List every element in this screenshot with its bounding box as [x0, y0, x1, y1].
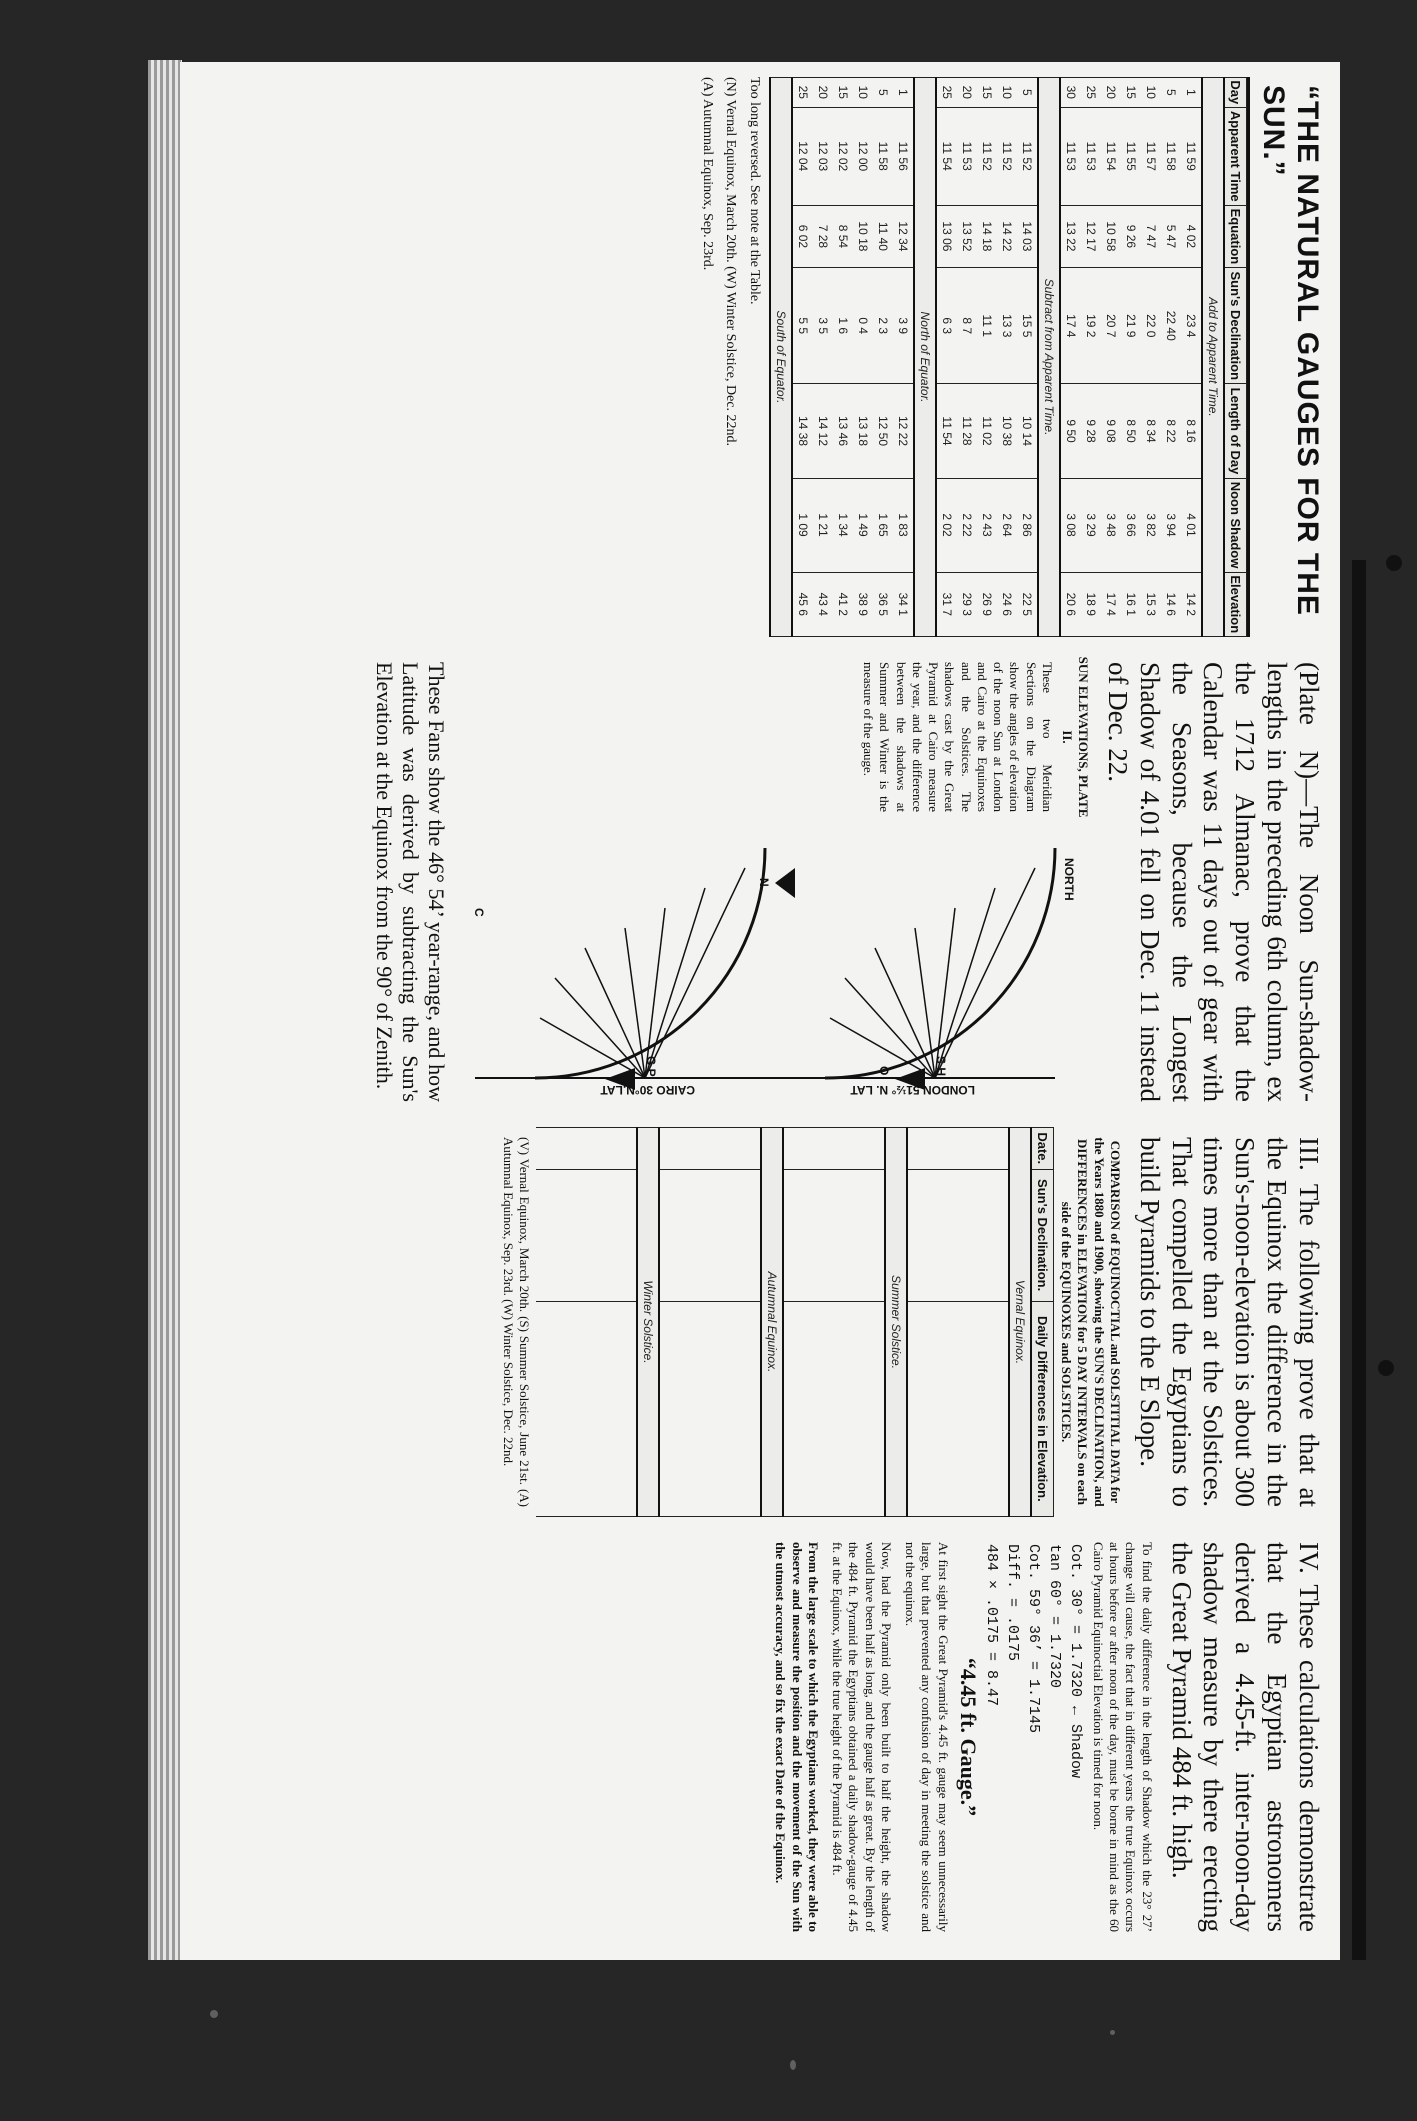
table-cell: 12 02 — [833, 107, 853, 205]
table-cell: 11 57 — [1141, 107, 1161, 205]
table-cell: 2 3 — [873, 268, 893, 384]
table-cell: 24 6 — [997, 572, 1017, 636]
cairo-label: CAIRO 30°N.LAT — [600, 1083, 695, 1097]
gauge-header: Noon Shadow — [1224, 478, 1247, 572]
table-cell: 1 — [1181, 78, 1202, 108]
comparison-row — [740, 1128, 761, 1517]
comparison-group-label: Winter Solstice. — [637, 1128, 659, 1517]
table-cell: 9 26 — [1121, 205, 1141, 267]
comparison-cell — [680, 1301, 700, 1516]
table-cell: 20 — [813, 78, 833, 108]
table-cell: 31 7 — [936, 572, 957, 636]
comparison-cell — [576, 1301, 596, 1516]
comparison-cell — [907, 1169, 928, 1301]
table-cell: 38 9 — [853, 572, 873, 636]
comparison-header: Date. — [1031, 1128, 1054, 1170]
comparison-cell — [659, 1301, 680, 1516]
table-cell: 22 5 — [1017, 572, 1038, 636]
table-row — [1141, 78, 1161, 637]
table-cell: 11 54 — [1101, 107, 1121, 205]
table-cell: 3 94 — [1161, 478, 1181, 572]
comparison-group-label: Autumnal Equinox. — [761, 1128, 783, 1517]
comparison-paragraph: III. The following prove that at the Equinox the difference in the Sun's-noon-elevation is about 300 times more than at the Solstices. That compelled the Egyptians to build Pyramids to the E Slope. — [1134, 1137, 1324, 1507]
table-cell: 5 — [1161, 78, 1181, 108]
comparison-row — [700, 1128, 720, 1517]
table-cell: 1 6 — [833, 268, 853, 384]
table-cell: 3 66 — [1121, 478, 1141, 572]
table-row — [1101, 78, 1121, 637]
calculations-text-2: At first sight the Great Pyramid's 4.45 ft. gauge may seem unnecessarily large, but that prevented any confusion of day in meeting the solstice and not the equinox. — [903, 1542, 951, 1932]
table-cell: 19 2 — [1081, 268, 1101, 384]
comparison-row — [968, 1128, 988, 1517]
table-row — [1161, 78, 1181, 637]
comparison-cell — [783, 1128, 804, 1170]
table-cell: 11 54 — [936, 384, 957, 478]
table-row — [1081, 78, 1101, 637]
calculations-bold: From the large scale to which the Egyptians worked, they were able to observe and measure the position and the movement of the Sun with the utmost accuracy, and so fix the exact Date of the Equinox. — [773, 1542, 821, 1932]
table-cell: 15 5 — [1017, 268, 1038, 384]
table-cell: 14 18 — [977, 205, 997, 267]
scan-speck — [790, 2060, 796, 2070]
table-cell: 10 18 — [853, 205, 873, 267]
table-row — [833, 78, 853, 637]
comparison-cell — [907, 1128, 928, 1170]
comparison-row — [804, 1128, 824, 1517]
comparison-cell — [740, 1301, 761, 1516]
gauges-column — [190, 77, 1330, 637]
table-cell: 11 56 — [893, 107, 914, 205]
table-cell: 2 22 — [957, 478, 977, 572]
table-cell: 8 54 — [833, 205, 853, 267]
calculation-line: tan 60° = 1.7320 — [1045, 1544, 1063, 1689]
comparison-row — [988, 1128, 1009, 1517]
table-cell: 10 — [1141, 78, 1161, 108]
calculation-lines — [981, 1532, 1086, 1942]
table-row — [873, 78, 893, 637]
sun-elevations-text: These two Meridian Sections on the Diagram show the angles of elevation of the noon Sun at London and Cairo at the Equinoxes and the Solstices. The shadows cast by the Great Pyramid at Cairo measure the year, and the difference between the shadows at Summer and Winter is the measure of the gauge. — [861, 662, 1055, 812]
table-band-label: North of Equator. — [914, 78, 936, 637]
comparison-row — [907, 1128, 928, 1517]
table-cell: 2 43 — [977, 478, 997, 572]
table-cell: 12 50 — [873, 384, 893, 478]
table-cell: 20 6 — [1060, 572, 1081, 636]
table-cell: 11 53 — [957, 107, 977, 205]
calculation-line: Cot. 59° 36’ = 1.7145 — [1024, 1544, 1042, 1734]
comparison-cell — [864, 1301, 885, 1516]
calculation-line: Diff. = .0175 — [1003, 1544, 1021, 1662]
table-cell: 12 22 — [893, 384, 914, 478]
north-label: NORTH — [1061, 858, 1076, 901]
calculations-text: To find the daily difference in the length of Shadow which the 23° 27’ change will cause, the fact that in different years the true Equinox occurs at hours before or after noon of the day, must be borne in mind as the 60 Cairo Pyramid Equinoctial Elevation is timed for noon. — [1090, 1542, 1155, 1932]
comparison-cell — [616, 1128, 637, 1170]
comparison-header: Daily Differences in Elevation. — [1031, 1301, 1054, 1516]
table-cell: 16 1 — [1121, 572, 1141, 636]
comparison-cell — [968, 1169, 988, 1301]
comparison-cell — [804, 1169, 824, 1301]
scan-speck — [1110, 2030, 1115, 2035]
table-cell: 3 82 — [1141, 478, 1161, 572]
table-footnote: Too long reversed. See note at the Table. — [747, 77, 762, 305]
table-cell: 7 28 — [813, 205, 833, 267]
comparison-cell — [824, 1301, 844, 1516]
table-cell: 25 — [1081, 78, 1101, 108]
comparison-cell — [783, 1301, 804, 1516]
comparison-cell — [596, 1169, 616, 1301]
c-label: C — [471, 908, 486, 917]
table-cell: 15 — [977, 78, 997, 108]
comparison-cell — [864, 1128, 885, 1170]
table-cell: 0 4 — [853, 268, 873, 384]
comparison-cell — [596, 1128, 616, 1170]
table-cell: 15 — [833, 78, 853, 108]
comparison-cell — [700, 1301, 720, 1516]
plate-paragraph: (Plate N)—The Noon Sun-shadow-lengths in the preceding 6th column, ex the 1712 Almanac, prove that the Calendar was 11 days out of gear with the Seasons, because the Longest Shadow of 4.01 fell on Dec. 11 instead of Dec. 22. — [1102, 662, 1324, 1102]
calculations-text-3: Now, had the Pyramid only been built to half the height, the shadow would have been half as long, and the gauge half as great. By the length of the 484 ft. Pyramid the Egyptians obtained a daily shadow-gauge of 4.45 ft. at the Equinox, while the true height of the Pyramid is 484 ft. — [830, 1542, 894, 1932]
table-cell: 13 3 — [997, 268, 1017, 384]
table-cell: 3 9 — [893, 268, 914, 384]
comparison-cell — [740, 1169, 761, 1301]
table-cell: 13 46 — [833, 384, 853, 478]
comparison-cell — [680, 1169, 700, 1301]
binding-mark — [1386, 555, 1402, 571]
table-cell: 9 28 — [1081, 384, 1101, 478]
comparison-row — [844, 1128, 864, 1517]
page-title: “THE NATURAL GAUGES FOR THE SUN.” — [1247, 77, 1330, 637]
table-cell: 5 5 — [792, 268, 813, 384]
comparison-table-heading: COMPARISON of EQUINOCTIAL and SOLSTITIAL DATA for the Years 1880 and 1900, showing the SUN'S DECLINATION, and DIFFERENCES in ELEVATION for 5 DAY INTERVALS on each side of the EQUINOXES and SOLSTICES. — [1059, 1137, 1123, 1507]
comparison-row — [783, 1128, 804, 1517]
table-cell: 1 — [893, 78, 914, 108]
table-cell: 23 4 — [1181, 268, 1202, 384]
comparison-cell — [616, 1301, 637, 1516]
comparison-group-label: Summer Solstice. — [885, 1128, 907, 1517]
comparison-cell — [824, 1169, 844, 1301]
gauge-header: Sun's Declination — [1224, 268, 1247, 384]
comparison-cell — [864, 1169, 885, 1301]
table-cell: 5 — [1017, 78, 1038, 108]
table-row — [1017, 78, 1038, 637]
table-cell: 10 38 — [997, 384, 1017, 478]
comparison-cell — [988, 1128, 1009, 1170]
page-edge — [148, 60, 182, 1960]
table-cell: 8 7 — [957, 268, 977, 384]
table-cell: 13 22 — [1060, 205, 1081, 267]
table-cell: 22 40 — [1161, 268, 1181, 384]
table-cell: 8 22 — [1161, 384, 1181, 478]
table-cell: 45 6 — [792, 572, 813, 636]
table-cell: 3 29 — [1081, 478, 1101, 572]
calculations-paragraph: IV. These calculations demonstrate that the Egyptian astronomers derived a 4.45-ft. inter-noon-day shadow measure by there erecting the Great Pyramid 484 ft. high. — [1166, 1542, 1324, 1932]
comparison-row — [928, 1128, 948, 1517]
comparison-row — [556, 1128, 576, 1517]
table-cell: 11 58 — [1161, 107, 1181, 205]
table-cell: 1 83 — [893, 478, 914, 572]
table-cell: 1 34 — [833, 478, 853, 572]
table-row — [936, 78, 957, 637]
table-cell: 10 14 — [1017, 384, 1038, 478]
table-cell: 8 34 — [1141, 384, 1161, 478]
comparison-row — [824, 1128, 844, 1517]
table-band-label: Subtract from Apparent Time. — [1038, 78, 1060, 637]
fan-caption: These Fans show the 46° 54’ year-range, and how Latitude was derived by subtracting the Sun's Elevation at the Equinox from the 90° of Zenith. — [372, 662, 449, 1102]
table-cell: 14 22 — [997, 205, 1017, 267]
table-cell: 7 47 — [1141, 205, 1161, 267]
comparison-cell — [616, 1169, 637, 1301]
comparison-cell — [536, 1169, 556, 1301]
table-cell: 18 9 — [1081, 572, 1101, 636]
table-footnote: (A) Autumnal Equinox, Sep. 23rd. — [700, 77, 715, 271]
comparison-cell — [576, 1169, 596, 1301]
table-row — [957, 78, 977, 637]
table-cell: 12 00 — [853, 107, 873, 205]
table-row — [1181, 78, 1202, 637]
table-cell: 1 21 — [813, 478, 833, 572]
comparison-column — [190, 1127, 1330, 1517]
comparison-cell — [740, 1128, 761, 1170]
table-cell: 11 52 — [1017, 107, 1038, 205]
o-label: O — [876, 1066, 891, 1076]
sun-elevations-heading: SUN ELEVATIONS, PLATE II. — [1059, 656, 1091, 818]
table-cell: 12 17 — [1081, 205, 1101, 267]
comparison-cell — [720, 1169, 740, 1301]
table-cell: 11 1 — [977, 268, 997, 384]
table-cell: 20 — [957, 78, 977, 108]
comparison-row — [659, 1128, 680, 1517]
table-cell: 34 1 — [893, 572, 914, 636]
table-cell: 43 4 — [813, 572, 833, 636]
table-row — [1060, 78, 1081, 637]
table-cell: 11 52 — [977, 107, 997, 205]
gauge-header: Apparent Time — [1224, 107, 1247, 205]
comparison-cell — [556, 1169, 576, 1301]
table-cell: 1 65 — [873, 478, 893, 572]
comparison-row — [680, 1128, 700, 1517]
table-cell: 36 5 — [873, 572, 893, 636]
table-cell: 11 52 — [997, 107, 1017, 205]
table-cell: 13 52 — [957, 205, 977, 267]
table-row — [1121, 78, 1141, 637]
table-cell: 10 — [997, 78, 1017, 108]
comparison-row — [720, 1128, 740, 1517]
table-cell: 14 38 — [792, 384, 813, 478]
table-cell: 12 04 — [792, 107, 813, 205]
calculation-line: 484 × .0175 = 8.47 — [982, 1544, 1000, 1707]
table-row — [813, 78, 833, 637]
table-cell: 8 16 — [1181, 384, 1202, 478]
table-cell: 3 48 — [1101, 478, 1121, 572]
comparison-cell — [948, 1128, 968, 1170]
scan-speck — [210, 2010, 218, 2018]
table-cell: 11 02 — [977, 384, 997, 478]
comparison-cell — [844, 1128, 864, 1170]
comparison-cell — [536, 1128, 556, 1170]
comparison-cell — [720, 1301, 740, 1516]
table-cell: 3 08 — [1060, 478, 1081, 572]
table-cell: 17 4 — [1060, 268, 1081, 384]
calculations-column — [190, 1532, 1330, 1942]
comparison-row — [864, 1128, 885, 1517]
table-row — [977, 78, 997, 637]
table-cell: 11 53 — [1060, 107, 1081, 205]
comparison-cell — [804, 1301, 824, 1516]
table-cell: 11 40 — [873, 205, 893, 267]
comparison-cell — [576, 1128, 596, 1170]
calculation-line: Cot. 30° = 1.7320 ← Shadow — [1066, 1544, 1084, 1779]
gauge-header: Equation — [1224, 205, 1247, 267]
table-cell: 11 54 — [936, 107, 957, 205]
book-spine — [1352, 560, 1366, 1960]
comparison-cell — [596, 1301, 616, 1516]
comparison-cell — [700, 1169, 720, 1301]
table-cell: 25 — [792, 78, 813, 108]
comparison-cell — [844, 1301, 864, 1516]
zenith-marker — [775, 868, 795, 898]
table-cell: 2 02 — [936, 478, 957, 572]
comparison-cell — [824, 1128, 844, 1170]
table-cell: 10 58 — [1101, 205, 1121, 267]
table-cell: 5 47 — [1161, 205, 1181, 267]
table-cell: 8 50 — [1121, 384, 1141, 478]
table-cell: 14 6 — [1161, 572, 1181, 636]
comparison-cell — [928, 1301, 948, 1516]
table-cell: 25 — [936, 78, 957, 108]
comparison-cell — [948, 1301, 968, 1516]
table-cell: 3 5 — [813, 268, 833, 384]
comparison-cell — [659, 1169, 680, 1301]
table-cell: 9 50 — [1060, 384, 1081, 478]
comparison-row — [596, 1128, 616, 1517]
table-cell: 20 7 — [1101, 268, 1121, 384]
table-row — [792, 78, 813, 637]
comparison-cell — [988, 1301, 1009, 1516]
comparison-group-label: Vernal Equinox. — [1009, 1128, 1031, 1517]
table-cell: 6 3 — [936, 268, 957, 384]
comparison-row — [616, 1128, 637, 1517]
comparison-cell — [928, 1128, 948, 1170]
gauges-table — [769, 77, 1247, 637]
table-cell: 9 08 — [1101, 384, 1121, 478]
table-cell: 14 03 — [1017, 205, 1038, 267]
gauge-header: Day — [1224, 78, 1247, 108]
table-cell: 10 — [853, 78, 873, 108]
table-cell: 13 06 — [936, 205, 957, 267]
table-cell: 13 18 — [853, 384, 873, 478]
table-cell: 4 01 — [1181, 478, 1202, 572]
gauge-header: Elevation — [1224, 572, 1247, 636]
table-cell: 2 64 — [997, 478, 1017, 572]
n-label: N — [756, 878, 771, 887]
table-cell: 14 12 — [813, 384, 833, 478]
table-cell: 12 34 — [893, 205, 914, 267]
table-row — [893, 78, 914, 637]
table-cell: 12 03 — [813, 107, 833, 205]
comparison-cell — [907, 1301, 928, 1516]
london-label: LONDON 51½° N. LAT — [850, 1083, 975, 1097]
comparison-row — [576, 1128, 596, 1517]
table-cell: 26 9 — [977, 572, 997, 636]
gauge-header: Length of Day — [1224, 384, 1247, 478]
table-cell: 11 28 — [957, 384, 977, 478]
table-row — [997, 78, 1017, 637]
gauge-label: “4.45 ft. Gauge.” — [955, 1657, 981, 1817]
plate-column — [190, 652, 1330, 1112]
comparison-cell — [700, 1128, 720, 1170]
comparison-cell — [844, 1169, 864, 1301]
table-cell: 14 2 — [1181, 572, 1202, 636]
table-cell: 41 2 — [833, 572, 853, 636]
comparison-cell — [680, 1128, 700, 1170]
rotated-content — [190, 77, 1330, 1947]
table-cell: 21 9 — [1121, 268, 1141, 384]
table-cell: 11 58 — [873, 107, 893, 205]
table-cell: 22 0 — [1141, 268, 1161, 384]
table-band-label: South of Equator. — [770, 78, 792, 637]
table-cell: 11 55 — [1121, 107, 1141, 205]
table-row — [853, 78, 873, 637]
comparison-cell — [928, 1169, 948, 1301]
comparison-row — [948, 1128, 968, 1517]
comparison-row — [536, 1128, 556, 1517]
table-cell: 15 3 — [1141, 572, 1161, 636]
comparison-cell — [783, 1169, 804, 1301]
table-cell: 15 — [1121, 78, 1141, 108]
table-cell: 1 09 — [792, 478, 813, 572]
comparison-cell — [556, 1128, 576, 1170]
table-cell: 6 02 — [792, 205, 813, 267]
table-cell: 11 53 — [1081, 107, 1101, 205]
comparison-cell — [804, 1128, 824, 1170]
fan-diagram — [455, 828, 1095, 1108]
table-cell: 17 4 — [1101, 572, 1121, 636]
table-band-label: Add to Apparent Time. — [1202, 78, 1224, 637]
comparison-header: Sun's Declination. — [1031, 1169, 1054, 1301]
comparison-cell — [536, 1301, 556, 1516]
comparison-cell — [988, 1169, 1009, 1301]
table-cell: 11 59 — [1181, 107, 1202, 205]
table-cell: 5 — [873, 78, 893, 108]
table-cell: 29 3 — [957, 572, 977, 636]
table-cell: 20 — [1101, 78, 1121, 108]
sh-label: S H — [933, 1056, 948, 1077]
table-cell: 30 — [1060, 78, 1081, 108]
comparison-cell — [968, 1128, 988, 1170]
table-cell: 1 49 — [853, 478, 873, 572]
scanned-page — [180, 62, 1340, 1960]
comparison-notes: (V) Vernal Equinox, March 20th. (S) Summer Solstice, June 21st. (A) Autumnal Equinox, Sep. 23rd. (W) Winter Solstice, Dec. 22nd. — [500, 1137, 532, 1507]
comparison-cell — [968, 1301, 988, 1516]
binding-mark — [1378, 1360, 1394, 1376]
gp-label: G P — [643, 1056, 658, 1077]
comparison-cell — [659, 1128, 680, 1170]
comparison-table — [536, 1127, 1054, 1517]
table-cell: 2 86 — [1017, 478, 1038, 572]
table-cell: 4 02 — [1181, 205, 1202, 267]
comparison-cell — [556, 1301, 576, 1516]
comparison-cell — [720, 1128, 740, 1170]
table-footnote: (N) Vernal Equinox, March 20th. (W) Winter Solstice, Dec. 22nd. — [723, 77, 739, 447]
comparison-cell — [948, 1169, 968, 1301]
